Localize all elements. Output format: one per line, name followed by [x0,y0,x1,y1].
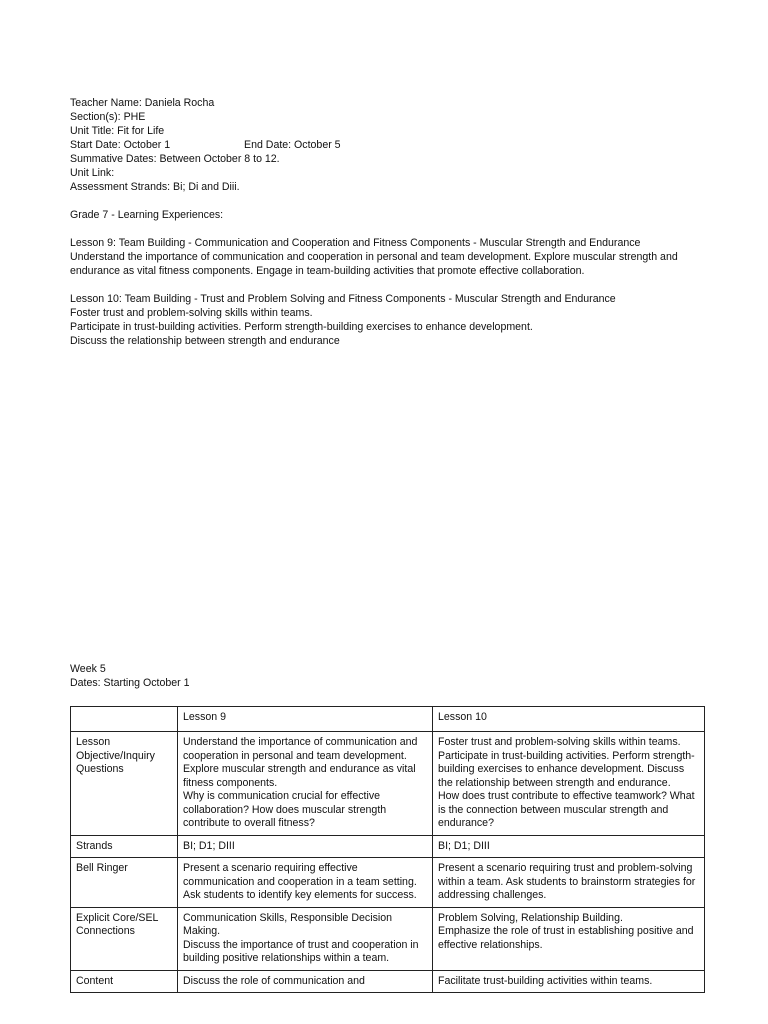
assessment-strands: Assessment Strands: Bi; Di and Diii. [70,181,240,193]
lesson10-line1: Foster trust and problem-solving skills within teams. [70,307,313,319]
sections: Section(s): PHE [70,111,146,123]
table-header-lesson10: Lesson 10 [433,707,705,732]
start-date: Start Date: October 1 [70,139,171,151]
row-label: Bell Ringer [71,858,178,908]
row-label: Lesson Objective/Inquiry Questions [71,732,178,836]
lesson10-title: Lesson 10: Team Building - Trust and Problem Solving and Fitness Components - Muscular Strength and Endurance [70,293,616,305]
lesson10-cell: BI; D1; DIII [433,835,705,858]
lesson9-cell: BI; D1; DIII [178,835,433,858]
lesson9-cell: Understand the importance of communication and cooperation in personal and team development. Explore muscular strength and endurance as vital fitness components. Why is communication crucial for effective collaboration? How does muscular strength contribute to overall fitness? [178,732,433,836]
week-label: Week 5 [70,663,106,675]
table-row [71,907,705,970]
week-block [70,662,710,690]
table-header-lesson9: Lesson 9 [178,707,433,732]
row-label: Strands [71,835,178,858]
lesson-plan-table [70,706,705,993]
unit-link[interactable]: Unit Link: [70,167,115,179]
teacher-name: Teacher Name: Daniela Rocha [70,97,215,109]
lesson10-cell: Foster trust and problem-solving skills within teams. Participate in trust-building activities. Perform strength-building exercises to enhance development. Discuss the relationship between strength and endurance. How does trust contribute to effective teamwork? What is the connection between muscular strength and endurance? [433,732,705,836]
table-row [71,858,705,908]
dates-line [70,138,710,152]
learning-heading: Grade 7 - Learning Experiences: [70,209,224,221]
lesson10-line3: Discuss the relationship between strength and endurance [70,335,340,347]
end-date: End Date: October 5 [244,139,341,151]
lesson9-body: Understand the importance of communication and cooperation in personal and team development. Explore muscular strength and endurance as vital fitness components. Engage in team-building activities that promote effective collaboration. [70,251,678,277]
row-label: Explicit Core/SEL Connections [71,907,178,970]
lesson10-cell: Facilitate trust-building activities within teams. [433,970,705,993]
row-label: Content [71,970,178,993]
table-row [71,732,705,836]
lesson10-cell: Present a scenario requiring trust and problem-solving within a team. Ask students to brainstorm strategies for addressing challenges. [433,858,705,908]
table-cell [71,707,178,732]
week-dates: Dates: Starting October 1 [70,677,190,689]
lesson10-cell: Problem Solving, Relationship Building. Emphasize the role of trust in establishing positive and effective relationships. [433,907,705,970]
lesson9-cell: Present a scenario requiring effective communication and cooperation in a team setting. Ask students to identify key elements for success. [178,858,433,908]
lesson9-cell: Discuss the role of communication and [178,970,433,993]
table-row [71,835,705,858]
table-header-row [71,707,705,732]
lesson9-title: Lesson 9: Team Building - Communication and Cooperation and Fitness Components - Muscular Strength and Endurance [70,237,641,249]
lesson10-line2: Participate in trust-building activities. Perform strength-building exercises to enhance development. [70,321,533,333]
table-row [71,970,705,993]
lesson9-cell: Communication Skills, Responsible Decision Making. Discuss the importance of trust and cooperation in building positive relationships within a team. [178,907,433,970]
summative-dates: Summative Dates: Between October 8 to 12. [70,153,280,165]
unit-title: Unit Title: Fit for Life [70,125,165,137]
unit-header [70,96,710,348]
